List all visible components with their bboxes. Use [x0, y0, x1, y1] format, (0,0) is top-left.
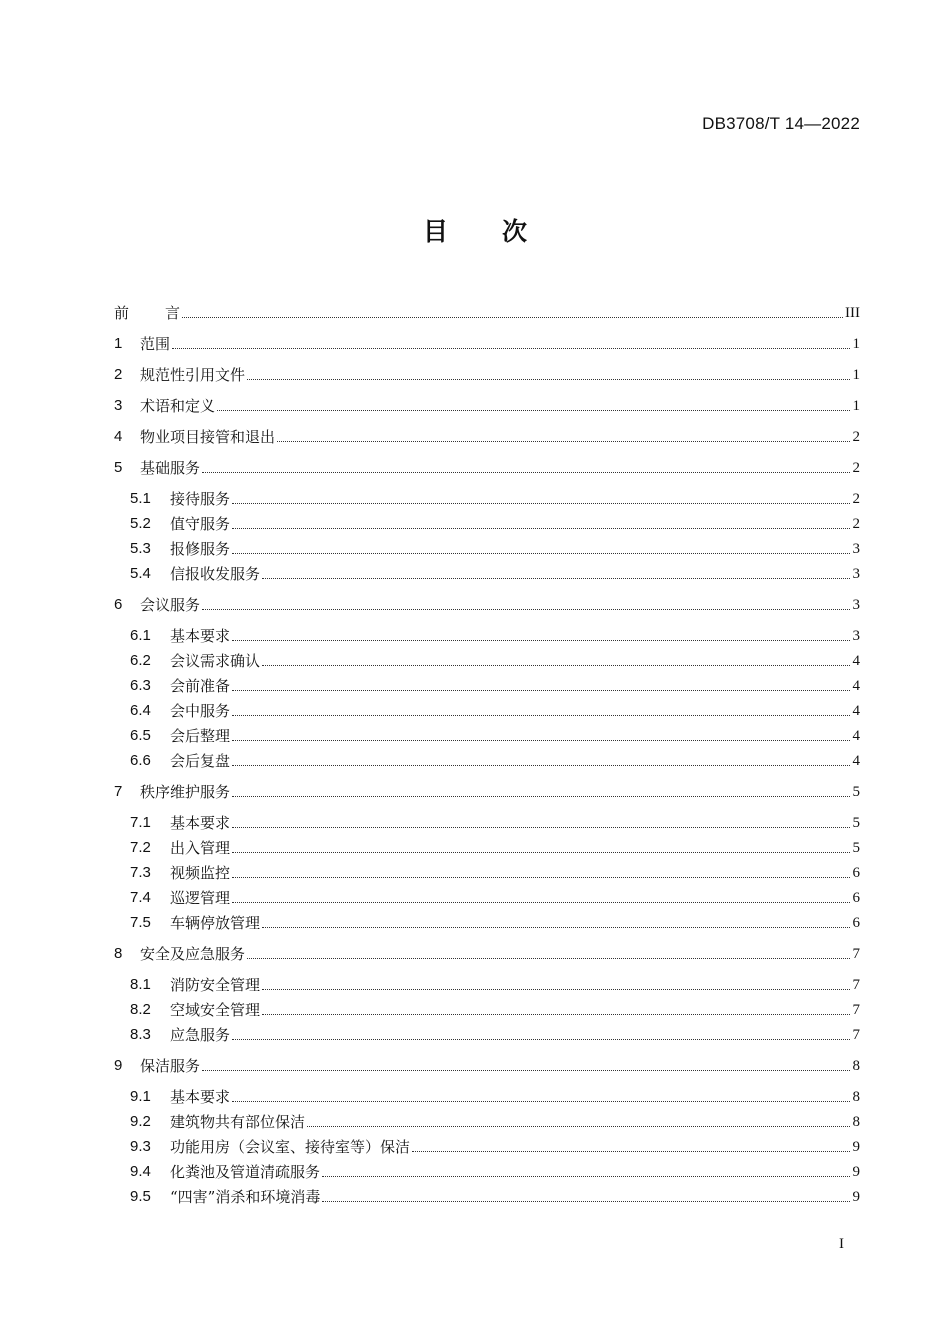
title-char-2: 次 [502, 217, 528, 246]
toc-entry-page: 8 [852, 1058, 860, 1074]
toc-leader-dots [202, 472, 850, 473]
toc-entry-page: 5 [852, 840, 860, 856]
toc-entry-page: 1 [852, 367, 860, 383]
toc-leader-dots [247, 379, 850, 380]
toc-leader-dots [232, 1039, 850, 1040]
toc-entry-7-1[interactable] [130, 810, 860, 832]
toc-entry-number: 2 [114, 366, 123, 383]
toc-entry-page: 2 [852, 516, 860, 532]
toc-entry-page: 9 [852, 1189, 860, 1205]
toc-entry-page: 4 [852, 653, 860, 669]
toc-entry-label: 前 言 [114, 304, 181, 322]
toc-entry-2[interactable] [114, 362, 860, 384]
toc-entry-label: 保洁服务 [140, 1057, 201, 1075]
toc-entry-5-2[interactable] [130, 511, 860, 533]
toc-entry-page: 5 [852, 784, 860, 800]
toc-entry-number: 1 [114, 335, 123, 352]
toc-leader-dots [322, 1176, 850, 1177]
toc-entry-label: 信报收发服务 [170, 565, 261, 583]
toc-entry-number: 7.2 [130, 839, 151, 856]
toc-entry-5-3[interactable] [130, 536, 860, 558]
toc-leader-dots [232, 528, 850, 529]
toc-entry-number: 6.5 [130, 727, 151, 744]
toc-entry-page: 6 [852, 890, 860, 906]
toc-entry-number: 6 [114, 596, 123, 613]
toc-entry-label: 基本要求 [170, 814, 231, 832]
toc-entry-number: 9.4 [130, 1163, 151, 1180]
toc-entry-number: 8.2 [130, 1001, 151, 1018]
toc-leader-dots [202, 1070, 850, 1071]
toc-entry-number: 5.2 [130, 515, 151, 532]
toc-entry-label: 化粪池及管道清疏服务 [170, 1163, 321, 1181]
toc-entry-label: 会后整理 [170, 727, 231, 745]
toc-entry-7-5[interactable] [130, 910, 860, 932]
toc-leader-dots [412, 1151, 850, 1152]
toc-entry-page: 4 [852, 678, 860, 694]
toc-entry-number: 7.4 [130, 889, 151, 906]
toc-entry-number: 9.3 [130, 1138, 151, 1155]
toc-entry-5[interactable] [114, 455, 860, 477]
toc-entry-label: 巡逻管理 [170, 889, 231, 907]
toc-entry-page: 9 [852, 1139, 860, 1155]
toc-entry-number: 4 [114, 428, 123, 445]
toc-entry-page: 3 [852, 628, 860, 644]
toc-entry-page: 6 [852, 915, 860, 931]
toc-leader-dots [232, 715, 850, 716]
toc-entry-number: 7.3 [130, 864, 151, 881]
toc-entry-5-1[interactable] [130, 486, 860, 508]
toc-entry-9-2[interactable] [130, 1109, 860, 1131]
toc-entry-page: 4 [852, 753, 860, 769]
toc-entry-page: 3 [852, 597, 860, 613]
toc-entry-number: 9.1 [130, 1088, 151, 1105]
toc-entry-label: 会前准备 [170, 677, 231, 695]
toc-entry-page: 7 [852, 977, 860, 993]
title-char-1: 目 [422, 217, 448, 246]
toc-entry-9-3[interactable] [130, 1134, 860, 1156]
toc-entry-page: 3 [852, 566, 860, 582]
toc-leader-dots [232, 827, 850, 828]
toc-entry-number: 9 [114, 1057, 123, 1074]
toc-leader-dots [262, 578, 850, 579]
document-id: DB3708/T 14—2022 [702, 114, 860, 133]
toc-entry-number: 6.2 [130, 652, 151, 669]
toc-entry-label: 范围 [140, 335, 171, 353]
toc-entry-6-2[interactable] [130, 648, 860, 670]
toc-entry-label: 应急服务 [170, 1026, 231, 1044]
toc-entry-label: 基础服务 [140, 459, 201, 477]
toc-entry-number: 7.1 [130, 814, 151, 831]
toc-entry-number: 5.4 [130, 565, 151, 582]
toc-entry-number: 7 [114, 783, 123, 800]
toc-entry-6-5[interactable] [130, 723, 860, 745]
toc-entry-page: III [845, 305, 860, 321]
toc-entry-label: 值守服务 [170, 515, 231, 533]
toc-entry-number: 6.6 [130, 752, 151, 769]
toc-entry-page: 7 [852, 946, 860, 962]
toc-entry-number: 7.5 [130, 914, 151, 931]
toc-entry-1[interactable] [114, 331, 860, 353]
toc-entry-number: 5 [114, 459, 123, 476]
toc-entry-page: 8 [852, 1089, 860, 1105]
toc-leader-dots [262, 1014, 850, 1015]
toc-entry-label: 物业项目接管和退出 [140, 428, 276, 446]
toc-entry-7-3[interactable] [130, 860, 860, 882]
toc-entry-page: 7 [852, 1027, 860, 1043]
toc-entry-label: 消防安全管理 [170, 976, 261, 994]
toc-leader-dots [232, 1101, 850, 1102]
toc-entry-number: 5.3 [130, 540, 151, 557]
toc-entry-page: 3 [852, 541, 860, 557]
toc-leader-dots [262, 927, 850, 928]
toc-entry-6[interactable] [114, 592, 860, 614]
toc-entry-9-4[interactable] [130, 1159, 860, 1181]
toc-entry-7-4[interactable] [130, 885, 860, 907]
toc-entry-page: 7 [852, 1002, 860, 1018]
toc-entry-label: 会后复盘 [170, 752, 231, 770]
toc-entry-number: 5.1 [130, 490, 151, 507]
toc-entry-7[interactable] [114, 779, 860, 801]
toc-entry-number: 8 [114, 945, 123, 962]
toc-entry-number: 8.1 [130, 976, 151, 993]
toc-leader-dots [232, 796, 850, 797]
toc-entry-page: 6 [852, 865, 860, 881]
toc-leader-dots [277, 441, 850, 442]
toc-entry-page: 1 [852, 336, 860, 352]
toc-entry-page: 5 [852, 815, 860, 831]
page-title [0, 212, 950, 248]
toc-entry-label: 接待服务 [170, 490, 231, 508]
toc-entry-label: 功能用房（会议室、接待室等）保洁 [170, 1138, 411, 1156]
toc-leader-dots [322, 1201, 850, 1202]
toc-entry-label: 建筑物共有部位保洁 [170, 1113, 306, 1131]
toc-entry-7-2[interactable] [130, 835, 860, 857]
toc-entry-9[interactable] [114, 1053, 860, 1075]
toc-entry-label: 安全及应急服务 [140, 945, 246, 963]
toc-leader-dots [232, 640, 850, 641]
toc-leader-dots [232, 902, 850, 903]
toc-leader-dots [172, 348, 850, 349]
toc-entry-number: 3 [114, 397, 123, 414]
toc-entry-page: 2 [852, 429, 860, 445]
toc-entry-page: 4 [852, 703, 860, 719]
toc-leader-dots [217, 410, 850, 411]
toc-leader-dots [232, 765, 850, 766]
toc-entry-9-1[interactable] [130, 1084, 860, 1106]
toc-entry-4[interactable] [114, 424, 860, 446]
toc-entry-page: 4 [852, 728, 860, 744]
toc-entry-label: “四害”消杀和环境消毒 [170, 1188, 321, 1206]
toc-entry-8-3[interactable] [130, 1022, 860, 1044]
toc-leader-dots [247, 958, 850, 959]
toc-leader-dots [232, 690, 850, 691]
toc-entry-page: 1 [852, 398, 860, 414]
toc-entry-6-4[interactable] [130, 698, 860, 720]
toc-entry-number: 6.1 [130, 627, 151, 644]
toc-leader-dots [232, 553, 850, 554]
toc-leader-dots [262, 665, 850, 666]
toc-entry-label: 会议需求确认 [170, 652, 261, 670]
toc-entry-page: 8 [852, 1114, 860, 1130]
toc-leader-dots [232, 503, 850, 504]
toc-entry-preface[interactable] [114, 300, 860, 322]
toc-leader-dots [182, 317, 843, 318]
toc-entry-9-5[interactable] [130, 1184, 860, 1206]
toc-entry-5-4[interactable] [130, 561, 860, 583]
page-number: I [839, 1236, 844, 1252]
toc-entry-label: 术语和定义 [140, 397, 216, 415]
toc-entry-8[interactable] [114, 941, 860, 963]
toc-entry-label: 车辆停放管理 [170, 914, 261, 932]
toc-entry-number: 6.4 [130, 702, 151, 719]
toc-entry-label: 秩序维护服务 [140, 783, 231, 801]
toc-entry-number: 9.5 [130, 1188, 151, 1205]
toc-entry-label: 出入管理 [170, 839, 231, 857]
toc-entry-number: 9.2 [130, 1113, 151, 1130]
toc-entry-6-1[interactable] [130, 623, 860, 645]
toc-entry-label: 会中服务 [170, 702, 231, 720]
toc-entry-label: 视频监控 [170, 864, 231, 882]
toc-entry-3[interactable] [114, 393, 860, 415]
toc-entry-label: 基本要求 [170, 627, 231, 645]
toc-leader-dots [307, 1126, 850, 1127]
toc-entry-page: 9 [852, 1164, 860, 1180]
toc-leader-dots [232, 740, 850, 741]
toc-entry-8-1[interactable] [130, 972, 860, 994]
toc-entry-number: 8.3 [130, 1026, 151, 1043]
toc-entry-label: 基本要求 [170, 1088, 231, 1106]
toc-leader-dots [232, 852, 850, 853]
toc-leader-dots [202, 609, 850, 610]
toc-leader-dots [232, 877, 850, 878]
toc-entry-number: 6.3 [130, 677, 151, 694]
toc-entry-page: 2 [852, 491, 860, 507]
toc-entry-label: 报修服务 [170, 540, 231, 558]
toc-entry-6-3[interactable] [130, 673, 860, 695]
toc-entry-label: 空域安全管理 [170, 1001, 261, 1019]
toc-leader-dots [262, 989, 850, 990]
toc-entry-label: 规范性引用文件 [140, 366, 246, 384]
toc-entry-6-6[interactable] [130, 748, 860, 770]
toc-entry-label: 会议服务 [140, 596, 201, 614]
toc-entry-page: 2 [852, 460, 860, 476]
toc-entry-8-2[interactable] [130, 997, 860, 1019]
